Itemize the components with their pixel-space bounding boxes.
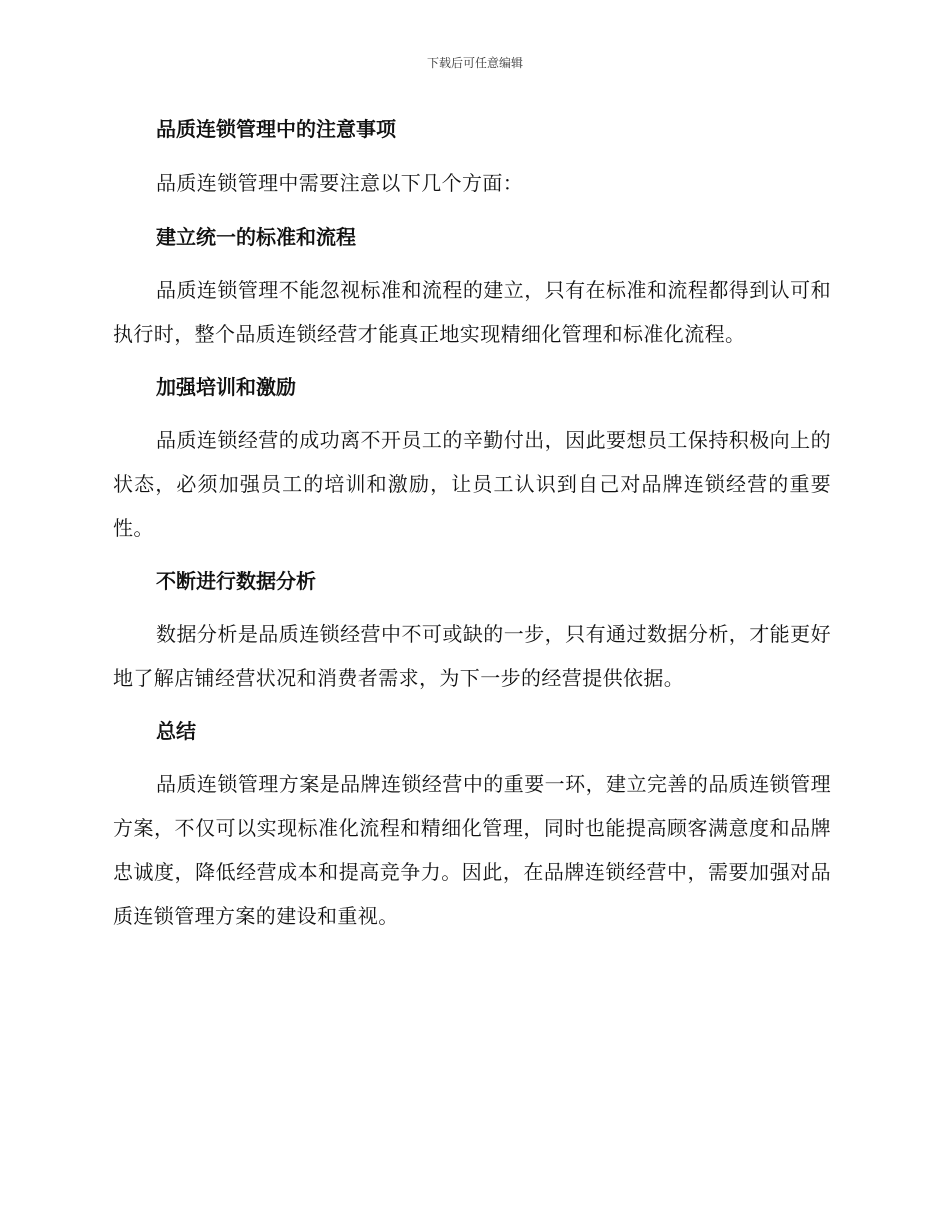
section-body-training: 品质连锁经营的成功离不开员工的辛勤付出，因此要想员工保持积极向上的状态，必须加强员工的培训和激励，让员工认识到自己对品牌连锁经营的重要性。 — [113, 428, 831, 540]
document-body — [113, 110, 831, 938]
section-heading-summary: 总结 — [156, 719, 196, 743]
section-body-standards: 品质连锁管理不能忽视标准和流程的建立，只有在标准和流程都得到认可和执行时，整个品质连锁经营才能真正地实现精细化管理和标准化流程。 — [113, 278, 831, 346]
document-title: 品质连锁管理中的注意事项 — [156, 117, 396, 141]
section-heading-data-analysis: 不断进行数据分析 — [156, 569, 316, 593]
section-body-summary: 品质连锁管理方案是品牌连锁经营中的重要一环，建立完善的品质连锁管理方案，不仅可以实现标准化流程和精细化管理，同时也能提高顾客满意度和品牌忠诚度，降低经营成本和提高竞争力。因此，在品牌连锁经营中，需要加强对品质连锁管理方案的建设和重视。 — [113, 772, 831, 928]
section-body-data-analysis: 数据分析是品质连锁经营中不可或缺的一步，只有通过数据分析，才能更好地了解店铺经营状况和消费者需求，为下一步的经营提供依据。 — [113, 622, 831, 690]
section-heading-standards: 建立统一的标准和流程 — [156, 225, 356, 249]
section-heading-training: 加强培训和激励 — [156, 375, 296, 399]
intro-paragraph: 品质连锁管理中需要注意以下几个方面： — [156, 171, 524, 195]
page-header-note: 下载后可任意编辑 — [426, 56, 523, 70]
